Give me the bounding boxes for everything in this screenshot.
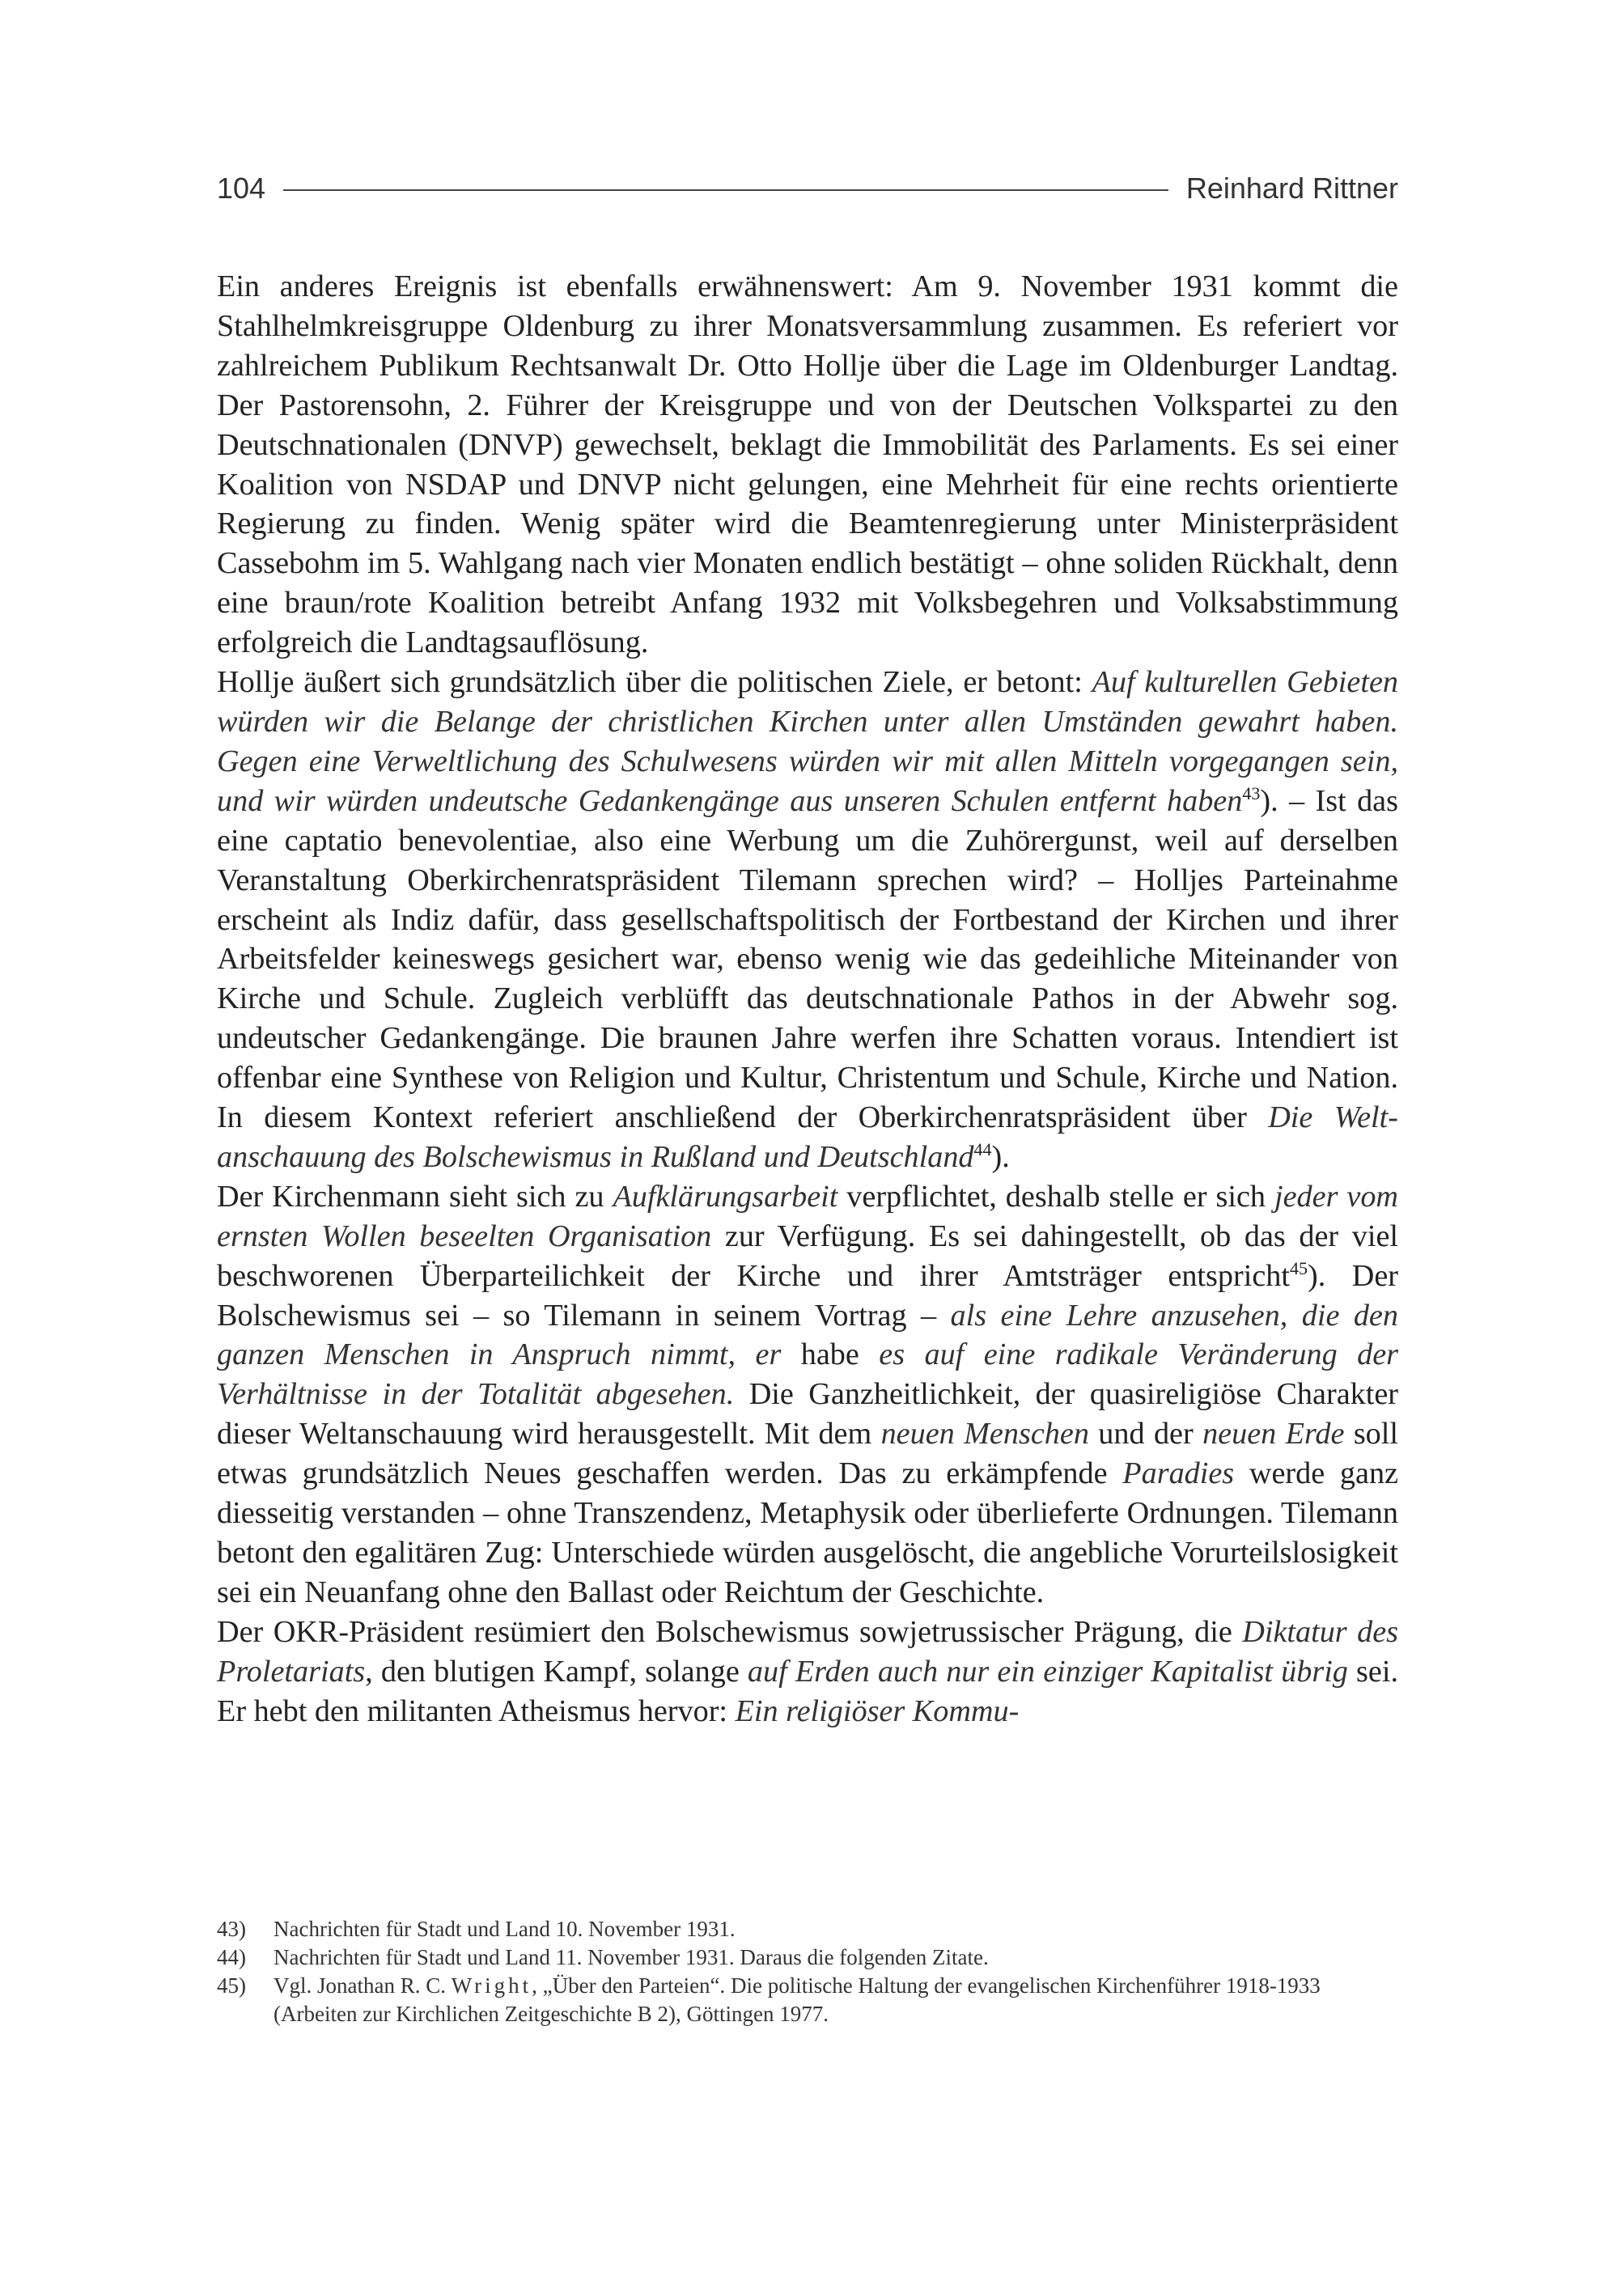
text-run: Der Kirchenmann sieht sich zu [217,1179,613,1214]
quotation: Aufklärungsarbeit [613,1179,838,1214]
footnote-ref: 44 [973,1138,992,1159]
quotation: neuen Menschen [880,1417,1089,1452]
text-run: ). [991,1139,1010,1174]
quotation: Paradies [1122,1456,1235,1491]
quotation: als eine Lehre anzusehen, die den ganzen Menschen in Anspruch nimmt, er [217,1298,1398,1372]
paragraph-text: Ein anderes Ereignis ist ebenfalls erwähnenswert: Am 9. November 1931 kommt die Stahlhelmkreisgruppe Oldenburg zu ihrer Monatsversammlung zusammen. Es referiert vor zahlreichem Publikum Rechtsanwalt Dr. Otto Hollje über die Lage im Oldenburger Landtag. Der Pastorensohn, 2. Führer der Kreisgruppe und von der Deutschen Volkspartei zu den Deutschnationalen (DNVP) gewechselt, beklagt die Immobilität des Parlaments. Es sei einer Koalition von NSDAP und DNVP nicht gelungen, eine Mehrheit für eine rechts orientierte Regierung zu finden. Wenig später wird die Beamtenregierung unter Ministerpräsident Cassebohm im 5. Wahlgang nach vier Monaten endlich bestätigt – ohne soliden Rückhalt, denn eine braun/rote Koalition betreibt Anfang 1932 mit Volksbegehren und Volksabstimmung erfolgreich die Landtagsauflösung. [217,269,1398,660]
quotation: Ein religiöser Kommu- [735,1693,1020,1728]
quotation: Auf kulturellen Gebieten würden wir die Belange der christlichen Kirchen unter allen Umständen gewahrt haben. Gegen eine Verweltlichung des Schulwesens würden wir mit allen Mitteln vorgegangen sein, und wir würden undeutsche Gedankengänge aus unseren Schulen entfernt haben [217,665,1399,818]
text-run: Der OKR-Präsident resümiert den Bolschewismus sowjetrussischer Prägung, die [217,1614,1243,1649]
paragraph [217,1177,1398,1613]
paragraph [217,267,1398,663]
footnote-number: 43) [217,1917,246,1941]
footnote-text: Nachrichten für Stadt und Land 10. November 1931. [273,1917,736,1941]
quotation: jeder vom ernsten Wollen beseelten Organisation [217,1179,1398,1253]
lecture-title: Die Weltanschauung des Bolschewismus in Rußland und Deutschland [217,1100,1398,1174]
text-run: sei. Er hebt den militanten Atheismus hervor: [217,1654,1399,1728]
text-run: Hollje äußert sich grundsätzlich über die politischen Ziele, er betont: [217,665,1092,700]
text-run: ). – Ist das eine captatio benevolentiae, also eine Werbung um die Zuhörergunst, weil auf derselben Veranstaltung Oberkirchenratspräsident Tilemann sprechen wird? – Holljes Parteinahme erscheint als Indiz dafür, dass gesellschaftspolitisch der Fortbestand der Kirchen und ihrer Arbeitsfelder keineswegs gesichert war, ebenso wenig wie das gedeihliche Miteinander von Kirche und Schule. Zugleich verblüfft das deutschnationale Pathos in der Abwehr sog. undeutscher Gedankengänge. Die braunen Jahre werfen ihre Schatten voraus. Intendiert ist offenbar eine Synthese von Religion und Kultur, Christentum und Schule, Kirche und Nation. In diesem Kontext referiert anschließend der Oberkirchenratspräsident über [217,783,1398,1135]
running-head-author: Reinhard Rittner [1185,172,1398,205]
footnote [217,1915,1398,1943]
quotation: neuen Erde [1202,1417,1345,1452]
main-text [217,267,1398,1731]
footnote-text [273,1972,1398,2028]
footnote [217,1943,1398,1972]
running-header [217,164,1398,213]
footnote [217,1972,1398,2028]
footnote-number: 45) [217,1973,246,1998]
text-run: , „Über den Parteien“. Die politische Haltung der evangelischen Kirchenführer 1918-1933 (Arbeiten zur Kirchlichen Zeitgeschichte B 2), Göttingen 1977. [273,1973,1321,2026]
footnote-number: 44) [217,1945,246,1969]
quotation: es auf eine radikale Veränderung der Verhältnisse in der Totalität abgesehen. [217,1337,1399,1412]
quotation: auf Erden auch nur ein einziger Kapitalist übrig [747,1654,1348,1689]
text-run: , den blutigen Kampf, solange [365,1654,748,1689]
text-run: habe [781,1337,880,1372]
text-run: und der [1088,1417,1203,1452]
quotation: Diktatur des Proletariats [217,1614,1399,1689]
text-run: soll etwas grundsätzlich Neues geschaffen werden. Das zu erkämpfende [217,1417,1398,1491]
text-run: zur Verfügung. Es sei dahingestellt, ob das der viel beschworenen Überparteilichkeit der Kirche und ihrer Amtsträger entspricht [217,1219,1398,1293]
footnote-ref: 43 [1242,782,1261,803]
text-run: Die Ganzheitlichkeit, der quasireligiöse Charakter dieser Weltanschauung wird herausgestellt. Mit dem [217,1377,1399,1452]
text-run: werde ganz diesseitig verstanden – ohne Transzendenz, Metaphysik oder überlieferte Ordnungen. Tilemann betont den egalitären Zug: Unterschiede würden ausgelöscht, die angebliche Vorurteilslosigkeit sei ein Neuanfang ohne den Ballast oder Reichtum der Geschichte. [217,1456,1398,1609]
page-number: 104 [217,172,266,205]
paragraph [217,663,1398,1177]
footnote-ref: 45 [1289,1257,1308,1278]
author-name: Wright [451,1973,532,1998]
paragraph [217,1613,1398,1731]
footnote-text: Nachrichten für Stadt und Land 11. November 1931. Daraus die folgenden Zitate. [273,1945,989,1969]
footnotes [217,1915,1398,2028]
text-run: verpflichtet, deshalb stelle er sich [837,1179,1274,1214]
header-rule [283,189,1168,191]
text-run: ). Der Bolschewismus sei – so Tilemann in seinem Vortrag – [217,1258,1398,1333]
text-run: Vgl. Jonathan R. C. [273,1973,452,1998]
